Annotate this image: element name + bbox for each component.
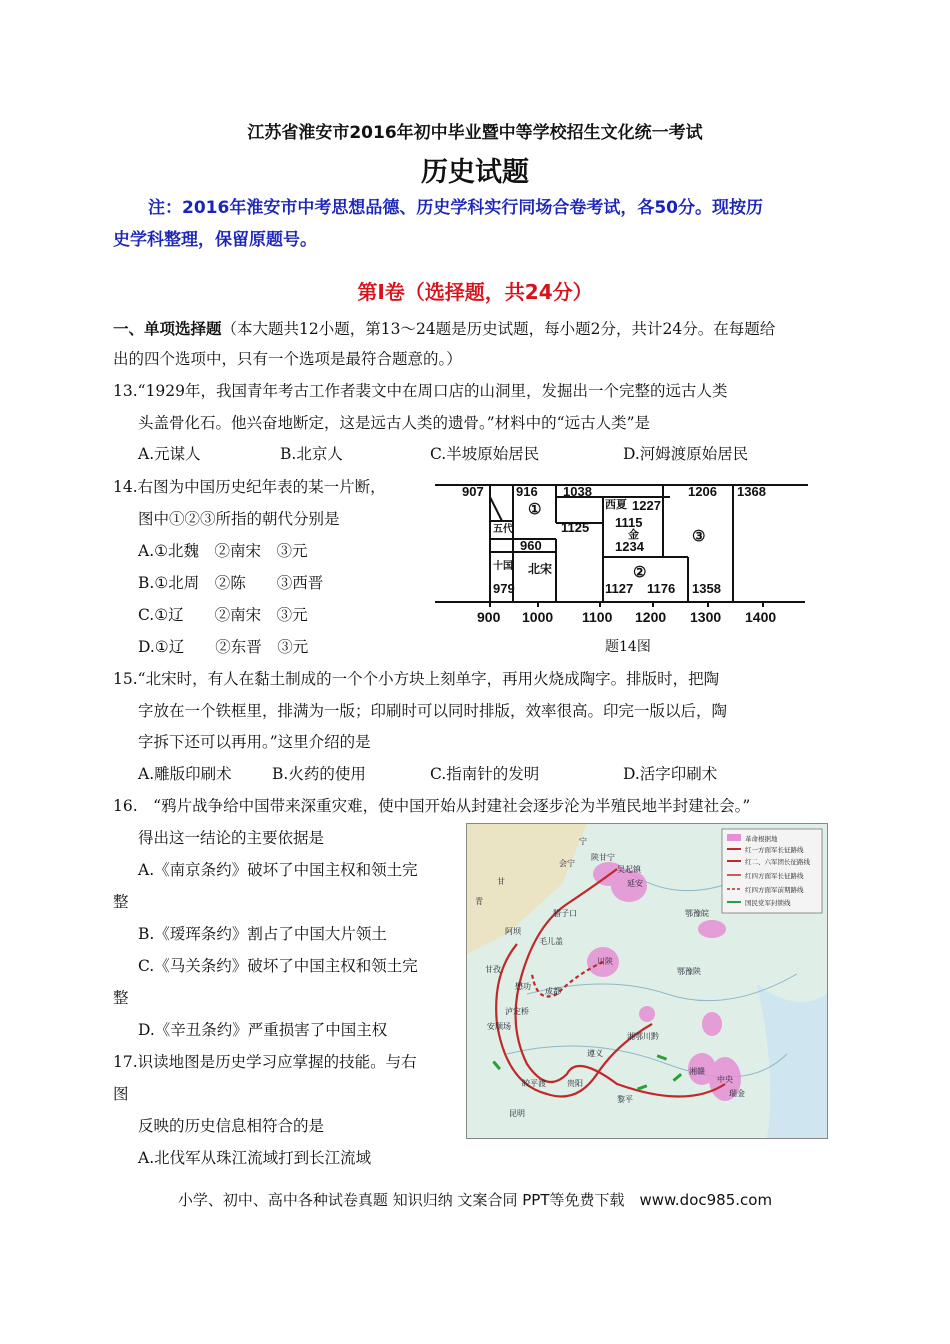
tl-1368: 1368 bbox=[737, 484, 766, 499]
note-line-2: 史学科整理，保留原题号。 bbox=[113, 230, 317, 250]
q13-line-2: 头盖骨化石。他兴奋地断定，这是远古人类的遗骨。”材料中的“远古人类”是 bbox=[138, 414, 651, 432]
q17-line-2: 图 bbox=[113, 1085, 129, 1103]
tl-1227: 1227 bbox=[632, 498, 661, 513]
q17-line-1: 17.识读地图是历史学习应掌握的技能。与右 bbox=[113, 1053, 417, 1071]
q14-caption: 题14图 bbox=[605, 639, 651, 655]
section-desc-1: （本大题共12小题，第13～24题是历史试题，每小题2分，共计24分。在每题给 bbox=[221, 320, 776, 338]
place-ganzi: 甘孜 bbox=[485, 965, 501, 974]
q15-line-1: 15.“北宋时，有人在黏土制成的一个个小方块上刻单字，再用火烧成陶字。排版时，把陶 bbox=[113, 670, 720, 688]
q16-line-2: 得出这一结论的主要依据是 bbox=[138, 829, 325, 847]
map-plateau bbox=[467, 824, 587, 954]
legend-second-army: 红二、六军团长征路线 bbox=[745, 858, 810, 866]
base-xiangegan bbox=[702, 1012, 722, 1036]
subject-title: 历史试题 bbox=[421, 157, 529, 188]
q16-option-b: B.《瑷珲条约》割占了中国大片领土 bbox=[138, 925, 387, 943]
tl-wudai: 五代 bbox=[493, 524, 513, 535]
tl-1206: 1206 bbox=[688, 484, 717, 499]
base-xiangexi bbox=[639, 1006, 655, 1022]
tl-beisong: 北宋 bbox=[528, 562, 553, 576]
tl-907: 907 bbox=[462, 484, 484, 499]
place-ludingqiao: 泸定桥 bbox=[505, 1007, 529, 1016]
legend-blockade: 国民党军封锁线 bbox=[745, 899, 791, 907]
place-jiaopingdu: 皎平渡 bbox=[522, 1079, 546, 1088]
q16-option-a-2: 整 bbox=[113, 893, 129, 911]
place-guiyang: 贵阳 bbox=[567, 1079, 583, 1088]
q16-option-a-1: A.《南京条约》破坏了中国主权和领土完 bbox=[138, 861, 418, 879]
tl-axis-1100: 1100 bbox=[582, 609, 613, 625]
q17-option-a: A.北伐军从珠江流域打到长江流域 bbox=[138, 1149, 372, 1167]
q16-option-c-2: 整 bbox=[113, 989, 129, 1007]
place-anshunchang: 安顺场 bbox=[487, 1022, 511, 1031]
tl-axis-900: 900 bbox=[477, 609, 501, 625]
tl-1176: 1176 bbox=[647, 581, 676, 596]
place-xianggan: 湘赣 bbox=[689, 1067, 705, 1076]
place-ruijin: 瑞金 bbox=[729, 1089, 745, 1098]
q14-option-b: B.①北周 ②陈 ③西晋 bbox=[138, 574, 324, 592]
tl-circle-1: ① bbox=[528, 501, 542, 518]
place-shaanganning: 陕甘宁 bbox=[591, 853, 615, 862]
base-eyuwan bbox=[698, 920, 726, 938]
place-xiangechuanqian: 湘鄂川黔 bbox=[627, 1032, 659, 1041]
tl-979: 979 bbox=[493, 581, 515, 596]
section-intro bbox=[113, 318, 775, 340]
tl-shiguo: 十国 bbox=[493, 561, 513, 572]
q16-option-c-1: C.《马关条约》破坏了中国主权和领土完 bbox=[138, 957, 418, 975]
place-ning: 宁 bbox=[579, 837, 587, 846]
tl-axis-1300: 1300 bbox=[690, 609, 722, 625]
q14-option-c: C.①辽 ②南宋 ③元 bbox=[138, 606, 308, 624]
q13-line-1: 13.“1929年，我国青年考古工作者裴文中在周口店的山洞里，发掘出一个完整的远古人类 bbox=[113, 382, 728, 400]
q14-option-a: A.①北魏 ②南宋 ③元 bbox=[138, 542, 308, 560]
map-legend bbox=[722, 829, 822, 913]
place-liping: 黎平 bbox=[617, 1095, 633, 1104]
tl-axis-1000: 1000 bbox=[522, 609, 554, 625]
q16-line-1: 16. “鸦片战争给中国带来深重灾难，使中国开始从封建社会逐步沦为半殖民地半封建社会。” bbox=[113, 797, 751, 815]
q13-option-d: D.河姆渡原始居民 bbox=[623, 445, 749, 463]
section-heading: 一、单项选择题 bbox=[113, 320, 222, 338]
tl-xixia: 西夏 bbox=[605, 499, 627, 511]
legend-fourth-army-early: 红四方面军前期路线 bbox=[745, 886, 804, 894]
tl-1127: 1127 bbox=[605, 581, 634, 596]
timeline-figure bbox=[430, 477, 810, 627]
tl-1358: 1358 bbox=[692, 581, 721, 596]
q15-option-a: A.雕版印刷术 bbox=[138, 765, 232, 783]
q16-option-d: D.《辛丑条约》严重损害了中国主权 bbox=[138, 1021, 388, 1039]
place-zunyi: 遵义 bbox=[587, 1049, 603, 1058]
legend-base: 革命根据地 bbox=[745, 835, 778, 843]
place-wuqi: 吴起镇 bbox=[617, 865, 641, 874]
exam-title: 江苏省淮安市2016年初中毕业暨中等学校招生文化统一考试 bbox=[247, 123, 703, 143]
tl-axis-1400: 1400 bbox=[745, 609, 777, 625]
tl-1038: 1038 bbox=[563, 484, 592, 499]
place-maogong: 懋功 bbox=[515, 982, 531, 991]
q17-line-3: 反映的历史信息相符合的是 bbox=[138, 1117, 325, 1135]
tl-960: 960 bbox=[520, 538, 542, 553]
place-lazikou: 腊子口 bbox=[553, 909, 577, 918]
place-central: 中央 bbox=[717, 1075, 733, 1084]
map-drawing bbox=[467, 824, 827, 1138]
long-march-map bbox=[466, 823, 828, 1139]
page-footer: 小学、初中、高中各种试卷真题 知识归纳 文案合同 PPT等免费下载 www.doc985.com bbox=[177, 1191, 773, 1209]
place-maoergai: 毛儿盖 bbox=[539, 937, 563, 946]
place-gan: 甘 bbox=[497, 877, 505, 886]
place-chuanshan: 川陕 bbox=[597, 957, 613, 966]
tl-1125: 1125 bbox=[561, 520, 590, 535]
place-kunming: 昆明 bbox=[509, 1109, 525, 1118]
tl-circle-3: ③ bbox=[692, 528, 706, 545]
section-desc-2: 出的四个选项中，只有一个选项是最符合题意的。） bbox=[113, 350, 462, 368]
q13-option-a: A.元谋人 bbox=[138, 445, 201, 463]
volume-title: 第Ⅰ卷（选择题，共24分） bbox=[357, 280, 593, 304]
map-sea bbox=[757, 984, 827, 1138]
q15-line-3: 字拆下还可以再用。”这里介绍的是 bbox=[138, 733, 371, 751]
place-chengdu: 成都 bbox=[545, 987, 561, 996]
place-qing: 青 bbox=[475, 897, 483, 906]
tl-jin: 金 bbox=[628, 529, 639, 541]
route-second-army bbox=[496, 944, 652, 1097]
tl-916: 916 bbox=[516, 484, 538, 499]
tl-axis-1200: 1200 bbox=[635, 609, 667, 625]
legend-fourth-army: 红四方面军长征路线 bbox=[745, 872, 804, 880]
q15-option-d: D.活字印刷术 bbox=[623, 765, 718, 783]
place-huining: 会宁 bbox=[559, 859, 575, 868]
q14-option-d: D.①辽 ②东晋 ③元 bbox=[138, 638, 309, 656]
q14-line-2: 图中①②③所指的朝代分别是 bbox=[138, 510, 340, 528]
place-eyushan: 鄂豫陕 bbox=[677, 967, 701, 976]
note-line-1: 注：2016年淮安市中考思想品德、历史学科实行同场合卷考试，各50分。现按历 bbox=[148, 198, 763, 218]
tl-1234: 1234 bbox=[615, 539, 644, 554]
place-eyuwan: 鄂豫皖 bbox=[685, 909, 709, 918]
q13-option-c: C.半坡原始居民 bbox=[430, 445, 540, 463]
q15-line-2: 字放在一个铁框里，排满为一版；印刷时可以同时排版，效率很高。印完一版以后，陶 bbox=[138, 702, 728, 720]
place-yanan: 延安 bbox=[627, 879, 643, 888]
q13-option-b: B.北京人 bbox=[280, 445, 343, 463]
tl-1115: 1115 bbox=[615, 515, 643, 530]
legend-first-army: 红一方面军长征路线 bbox=[745, 846, 804, 854]
q15-option-b: B.火药的使用 bbox=[272, 765, 366, 783]
q14-line-1: 14.右图为中国历史纪年表的某一片断， bbox=[113, 478, 386, 496]
q15-option-c: C.指南针的发明 bbox=[430, 765, 540, 783]
tl-circle-2: ② bbox=[633, 564, 647, 581]
place-aba: 阿坝 bbox=[505, 927, 521, 936]
